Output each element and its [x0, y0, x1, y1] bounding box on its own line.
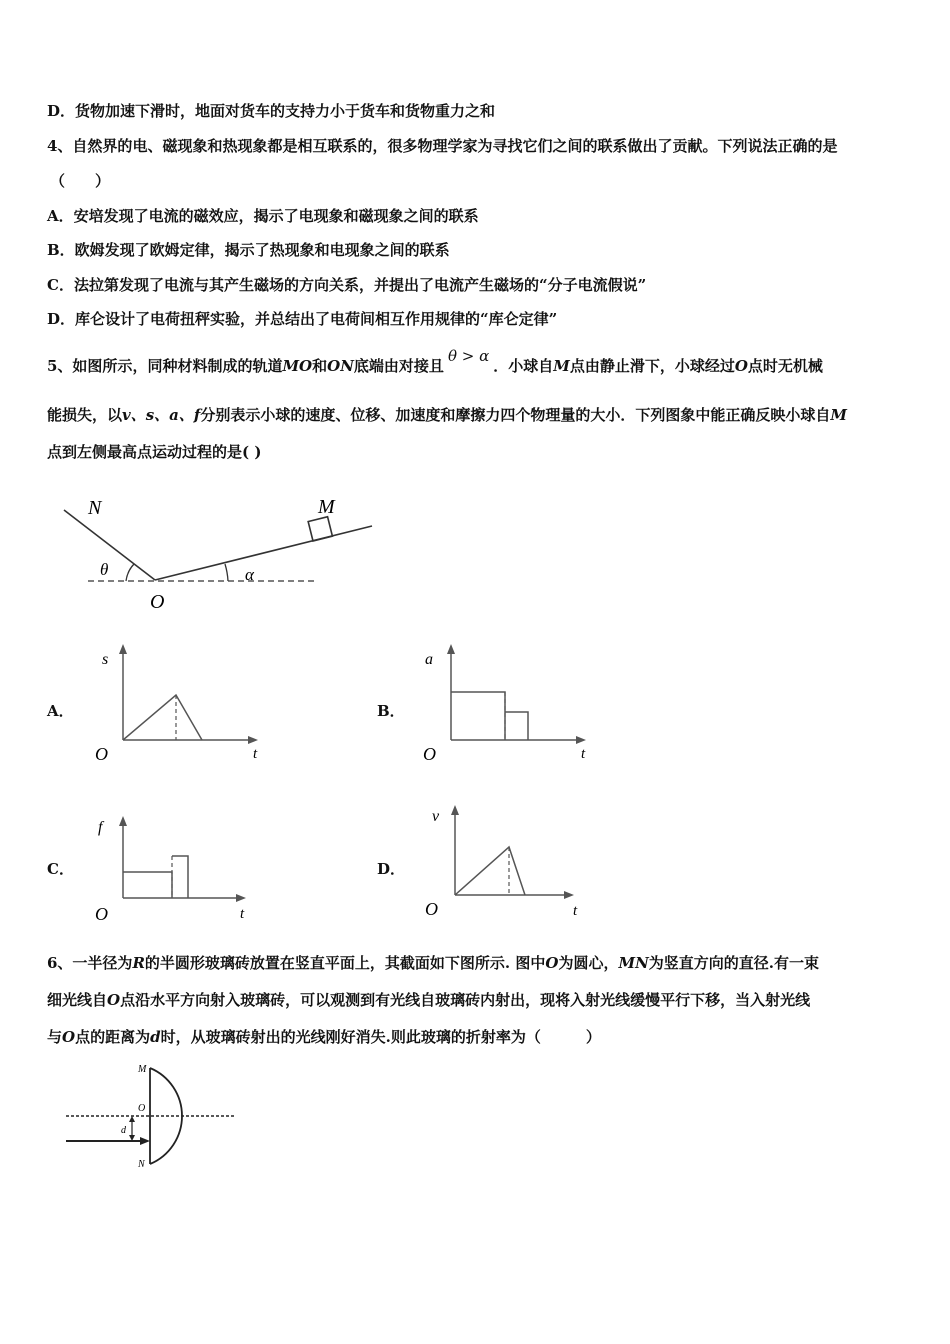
q5-variables: v、s、a、f: [122, 406, 201, 424]
a-segment-1: [451, 692, 505, 740]
y-axis-arrow: [447, 644, 455, 654]
q5-stem-line1: [47, 347, 823, 376]
y-label: a: [425, 651, 433, 668]
a-segment-2: [505, 712, 528, 740]
q5-text: 分别表示小球的速度、位移、加速度和摩擦力四个物理量的大小．下列图象中能正确反映小球自: [200, 406, 831, 424]
q6-text: 的半圆形玻璃砖放置在竖直平面上，其截面如下图所示. 图中: [144, 954, 546, 972]
label-d: d: [121, 1125, 126, 1136]
q6-text: 点沿水平方向射入玻璃砖，可以观测到有光线自玻璃砖内射出，现将入射光线缓慢平行下移，当入射光线: [120, 991, 811, 1009]
q5-text: ．小球自: [493, 357, 554, 375]
graph-c-f-t: [90, 800, 280, 925]
q6-text: 细光线自: [47, 991, 108, 1009]
y-label: v: [432, 808, 440, 825]
q4-option-a: A．安培发现了电流的磁效应，揭示了电现象和磁现象之间的联系: [47, 207, 479, 225]
q6-center-o: O: [545, 954, 559, 972]
q5-text: 点由静止滑下，小球经过: [569, 357, 735, 375]
q6-text: 为圆心，: [558, 954, 619, 972]
x-label: t: [573, 903, 578, 919]
angle-alpha-arc: [225, 564, 228, 581]
angle-theta-arc: [126, 564, 134, 581]
label-o: O: [138, 1103, 146, 1114]
y-label: s: [102, 651, 109, 668]
track-mo: [155, 526, 372, 580]
graph-a-s-t: [90, 640, 280, 765]
label-n: N: [138, 1159, 145, 1170]
q5-point-m: M: [830, 406, 847, 424]
q4-stem-line2: （ ）: [50, 172, 111, 190]
q6-text: 与: [47, 1028, 63, 1046]
q5-text: 底端由对接且: [353, 357, 444, 375]
choice-b-label[interactable]: B．: [377, 702, 405, 720]
q4-option-b: B．欧姆发现了欧姆定律，揭示了热现象和电现象之间的联系: [47, 241, 450, 259]
q5-stem-line3: 点到左侧最高点运动过程的是( ): [47, 443, 262, 461]
q5-point-m: M: [553, 357, 570, 375]
q5-text: 5、如图所示，同种材料制成的轨道: [47, 357, 283, 375]
f-segment-1: [123, 872, 172, 898]
y-axis-arrow: [451, 805, 459, 815]
origin-label: O: [423, 744, 436, 764]
distance-arrow-up: [129, 1116, 135, 1122]
label-m: M: [138, 1064, 147, 1075]
q6-center-o: O: [62, 1028, 76, 1046]
q6-distance-d: d: [150, 1028, 161, 1046]
q6-stem-line2: [47, 990, 810, 1010]
q5-track-figure: [60, 488, 380, 612]
q6-stem-line3: [47, 1027, 601, 1047]
f-segment-2: [172, 856, 188, 898]
q6-text: 点的距离为: [75, 1028, 151, 1046]
q4-option-d: D．库仑设计了电荷扭秤实验，并总结出了电荷间相互作用规律的“库仑定律”: [47, 310, 558, 328]
q5-stem-line2: [47, 405, 847, 425]
incident-ray-arrow: [140, 1137, 150, 1145]
origin-label: O: [425, 899, 438, 919]
graph-d-v-t: [418, 795, 608, 925]
q5-condition: θ > α: [447, 347, 490, 365]
label-alpha: α: [245, 565, 254, 584]
x-label: t: [581, 746, 586, 762]
x-axis-arrow: [576, 736, 586, 744]
x-axis-arrow: [564, 891, 574, 899]
q5-text: 能损失，以: [47, 406, 123, 424]
s-curve: [123, 695, 202, 740]
q3-option-d: D．货物加速下滑时，地面对货车的支持力小于货车和货物重力之和: [47, 102, 496, 120]
q5-track-on: ON: [327, 357, 354, 375]
label-n: N: [88, 497, 102, 519]
graph-b-a-t: [418, 640, 608, 765]
label-theta: θ: [100, 560, 109, 579]
q6-diameter-mn: MN: [618, 954, 649, 972]
choice-d-label[interactable]: D．: [377, 860, 406, 878]
y-label: f: [98, 819, 103, 836]
choice-c-label[interactable]: C．: [47, 860, 74, 878]
x-label: t: [240, 906, 245, 922]
q4-option-c: C．法拉第发现了电流与其产生磁场的方向关系，并提出了电流产生磁场的“分子电流假说”: [47, 276, 647, 294]
x-label: t: [253, 746, 258, 762]
x-axis-arrow: [248, 736, 258, 744]
block-m: [308, 517, 332, 541]
q6-text: 为竖直方向的直径.有一束: [648, 954, 820, 972]
y-axis-arrow: [119, 816, 127, 826]
q6-text: 6、一半径为: [47, 954, 133, 972]
label-m: M: [318, 496, 335, 518]
q4-stem-line1: 4、自然界的电、磁现象和热现象都是相互联系的，很多物理学家为寻找它们之间的联系做出了贡献。下列说法正确的是: [47, 137, 838, 155]
q6-glass-figure: [60, 1058, 240, 1173]
q5-text: 和: [312, 357, 328, 375]
q6-stem-line1: [47, 953, 819, 973]
q5-track-mo: MO: [282, 357, 313, 375]
label-o: O: [150, 591, 165, 612]
origin-label: O: [95, 904, 108, 924]
q5-text: 点时无机械: [747, 357, 823, 375]
q6-radius: R: [132, 954, 145, 972]
origin-label: O: [95, 744, 108, 764]
q6-text: 时，从玻璃砖射出的光线刚好消失.则此玻璃的折射率为（ ）: [160, 1028, 601, 1046]
track-on: [64, 510, 155, 580]
x-axis-arrow: [236, 894, 246, 902]
choice-a-label[interactable]: A．: [47, 702, 74, 720]
v-curve: [455, 847, 525, 895]
q5-point-o: O: [734, 357, 748, 375]
q6-center-o: O: [107, 991, 121, 1009]
y-axis-arrow: [119, 644, 127, 654]
